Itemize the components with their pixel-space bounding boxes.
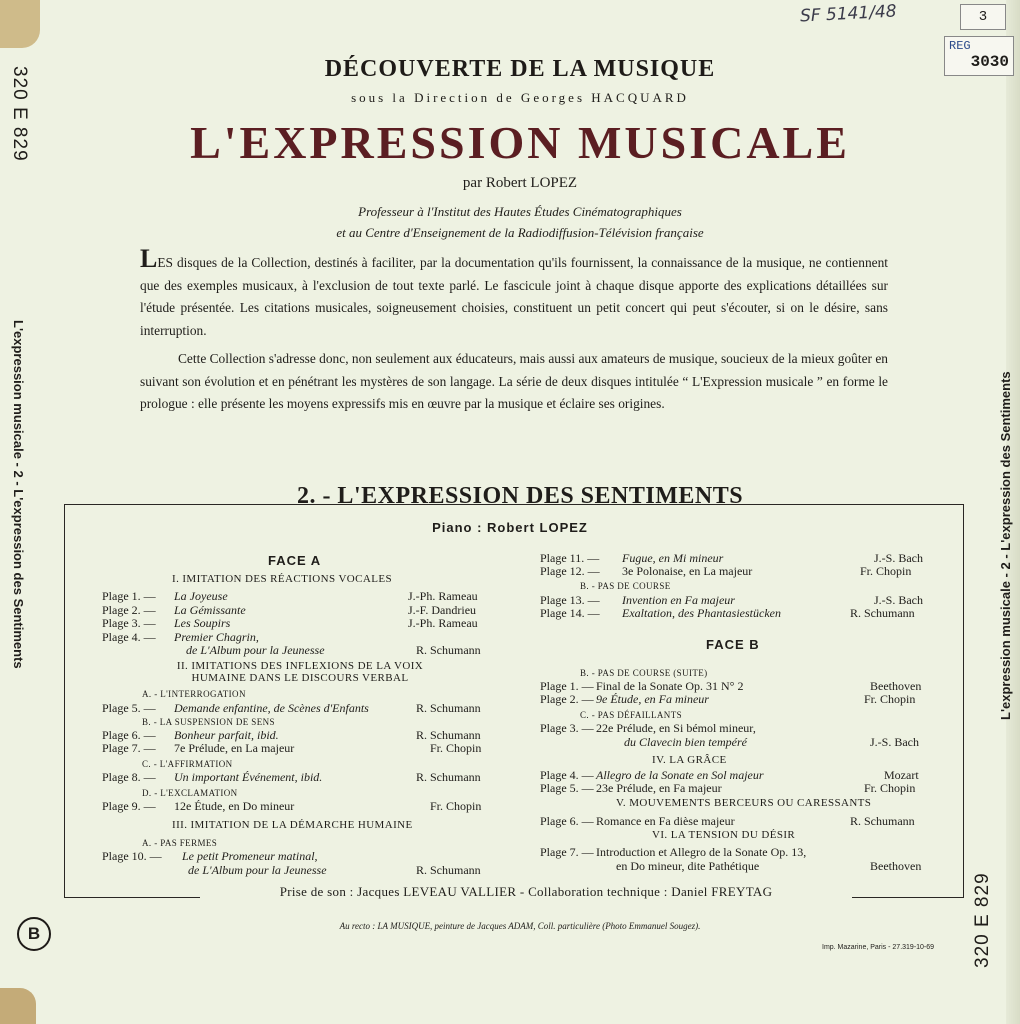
track-plage: Plage 2. —	[102, 602, 156, 617]
track-row	[102, 742, 494, 756]
sub-heading: C. - PAS DÉFAILLANTS	[580, 710, 683, 720]
track-title-cont: en Do mineur, dite Pathétique	[616, 858, 760, 873]
corner-stain	[0, 0, 40, 48]
track-row	[540, 693, 930, 707]
track-row	[102, 590, 494, 604]
track-composer: Beethoven	[870, 858, 922, 873]
track-row	[102, 604, 494, 618]
sub-heading: B. - PAS DE COURSE	[580, 581, 671, 591]
track-composer: R. Schumann	[416, 701, 481, 715]
author-credentials	[150, 201, 890, 243]
track-row	[102, 644, 494, 658]
series-title: DÉCOUVERTE DE LA MUSIQUE	[324, 56, 716, 82]
author-line: par Robert LOPEZ	[462, 175, 578, 191]
track-composer: J.-S. Bach	[870, 734, 919, 749]
sub-heading: C. - L'AFFIRMATION	[142, 759, 233, 769]
track-plage: Plage 3. —	[102, 616, 156, 630]
face-a-heading-1: I. IMITATION DES RÉACTIONS VOCALES	[172, 573, 392, 585]
track-plage: Plage 11. —	[540, 551, 600, 565]
track-row	[540, 722, 930, 750]
intro-paragraph	[140, 244, 888, 342]
track-title: Bonheur parfait, ibid.	[174, 728, 279, 742]
direction-line: sous la Direction de Georges HACQUARD	[351, 90, 689, 105]
track-row	[102, 800, 494, 814]
track-composer: R. Schumann	[416, 643, 481, 657]
reg-label: REG	[949, 39, 971, 53]
track-title: La Joyeuse	[174, 589, 228, 603]
track-composer: J.-Ph. Rameau	[408, 616, 478, 630]
section-title: 2. - L'EXPRESSION DES SENTIMENTS	[296, 483, 744, 509]
track-composer: Fr. Chopin	[864, 781, 916, 795]
pianist-line: Piano : Robert LOPEZ	[432, 520, 588, 535]
track-composer: J.-Ph. Rameau	[408, 589, 478, 603]
reg-number: 3030	[970, 53, 1009, 71]
track-title: Un important Événement, ibid.	[174, 770, 323, 784]
track-plage: Plage 5. —	[540, 781, 594, 795]
sub-heading: B. - PAS DE COURSE (SUITE)	[580, 668, 708, 678]
sub-heading: A. - PAS FERMES	[142, 838, 218, 848]
track-composer: R. Schumann	[416, 770, 481, 784]
main-title: L'EXPRESSION MUSICALE	[190, 117, 850, 168]
credential-line: et au Centre d'Enseignement de la Radiodiffusion-Télévision française	[336, 225, 704, 240]
track-title: Introduction et Allegro de la Sonate Op. 13,	[596, 845, 807, 859]
face-a-heading-3: III. IMITATION DE LA DÉMARCHE HUMAINE	[172, 819, 413, 831]
track-title: Invention en Fa majeur	[622, 593, 735, 607]
track-title: Les Soupirs	[174, 616, 231, 630]
track-row	[540, 607, 930, 621]
track-title: Le petit Promeneur matinal,	[182, 849, 318, 863]
face-a-heading-2	[150, 660, 450, 684]
credential-line: Professeur à l'Institut des Hautes Études Cinématographiques	[358, 204, 682, 219]
track-row	[102, 617, 494, 631]
b-badge	[17, 917, 51, 951]
intro-paragraph-2: Cette Collection s'adresse donc, non seulement aux éducateurs, mais aussi aux amateurs de musique, soucieux de la mieux goûter en suivant son évolution et en pénétrant les mystères de son langage. La série de deux disques intitulée “ L'Expression musicale ” en forme le prologue : elle présente les moyens expressifs mis en œuvre par la musique et éclaire ses origines.	[140, 351, 888, 411]
drop-cap: L	[140, 244, 158, 273]
track-title: 9e Étude, en Fa mineur	[596, 692, 709, 706]
face-a-label: FACE A	[268, 553, 322, 568]
track-row	[540, 846, 930, 874]
spine-text-left: L'expression musicale - 2 - L'expression des Sentiments	[11, 320, 26, 669]
intro-text	[140, 244, 888, 422]
track-plage: Plage 6. —	[102, 728, 156, 742]
track-line	[540, 722, 930, 736]
imprint-line: Imp. Mazarine, Paris - 27.319-10-69	[822, 944, 935, 951]
track-plage: Plage 13. —	[540, 593, 600, 607]
track-composer: R. Schumann	[850, 606, 915, 620]
verso-note: Au recto : LA MUSIQUE, peinture de Jacques ADAM, Coll. particulière (Photo Emmanuel Sougez).	[339, 921, 701, 931]
track-composer: Fr. Chopin	[430, 799, 482, 813]
track-plage: Plage 3. —	[540, 721, 594, 735]
recording-credits: Prise de son : Jacques LEVEAU VALLIER - Collaboration technique : Daniel FREYTAG	[200, 884, 852, 900]
number-sticker	[960, 4, 1006, 30]
track-plage: Plage 9. —	[102, 799, 156, 813]
track-composer: Beethoven	[870, 679, 922, 693]
track-title: 22e Prélude, en Si bémol mineur,	[596, 721, 756, 735]
track-line	[102, 864, 494, 878]
track-line	[540, 736, 930, 750]
track-plage: Plage 4. —	[102, 629, 156, 644]
sub-heading: A. - L'INTERROGATION	[142, 689, 246, 699]
face-b-heading-4: IV. LA GRÂCE	[652, 754, 727, 766]
track-plage: Plage 4. —	[540, 768, 594, 782]
heading-line: HUMAINE DANS LE DISCOURS VERBAL	[191, 672, 409, 684]
track-title-cont: de L'Album pour la Jeunesse	[186, 643, 325, 657]
handwritten-note: SF 5141/48	[799, 1, 898, 27]
reg-sticker	[944, 36, 1014, 76]
face-b-heading-5: V. MOUVEMENTS BERCEURS OU CARESSANTS	[616, 797, 872, 809]
track-row	[540, 815, 930, 829]
track-plage: Plage 1. —	[102, 589, 156, 603]
track-row	[102, 631, 494, 645]
catalog-number-right: 320 E 829	[972, 872, 993, 968]
track-title: Demande enfantine, de Scènes d'Enfants	[174, 701, 369, 715]
track-plage: Plage 10. —	[102, 849, 162, 863]
track-title: Allegro de la Sonate en Sol majeur	[596, 768, 764, 782]
sticker-number: 3	[978, 9, 988, 25]
sub-heading: B. - LA SUSPENSION DE SENS	[142, 717, 275, 727]
track-title: 12e Étude, en Do mineur	[174, 799, 295, 813]
face-b-heading-6: VI. LA TENSION DU DÉSIR	[652, 829, 796, 841]
intro-paragraph-1: ES disques de la Collection, destinés à faciliter, par la documentation qu'ils fournissent, la connaissance de la musique, ne contiennent que des exemples musicaux, à l'exclusion de tout texte parlé. Le fascicule joint à chaque disque apporte des explications détaillées sur l'étude présentée. Les citations musicales, soigneusement choisies, constituent un petit concert qui peut s'écouter, si on le désire, sans interruption.	[140, 255, 888, 338]
track-title: Fugue, en Mi mineur	[622, 551, 724, 565]
track-title: Final de la Sonate Op. 31 N° 2	[596, 679, 744, 693]
track-plage: Plage 14. —	[540, 606, 600, 620]
track-plage: Plage 5. —	[102, 701, 156, 715]
catalog-number-left: 320 E 829	[9, 66, 30, 162]
face-b-label: FACE B	[706, 637, 760, 652]
track-plage: Plage 7. —	[540, 845, 594, 859]
track-composer: Fr. Chopin	[864, 692, 916, 706]
track-row	[102, 702, 494, 716]
track-line	[102, 850, 494, 864]
track-title-cont: du Clavecin bien tempéré	[624, 734, 747, 749]
track-title-cont: de L'Album pour la Jeunesse	[188, 862, 327, 877]
track-composer: J.-S. Bach	[874, 551, 923, 565]
track-title: 3e Polonaise, en La majeur	[622, 564, 753, 578]
track-composer: Fr. Chopin	[430, 741, 482, 755]
sub-heading: D. - L'EXCLAMATION	[142, 788, 238, 798]
track-composer: Fr. Chopin	[860, 564, 912, 578]
track-line	[540, 846, 930, 860]
track-title: La Gémissante	[174, 602, 246, 617]
track-row	[540, 782, 930, 796]
track-title: 7e Prélude, en La majeur	[174, 741, 295, 755]
track-plage: Plage 12. —	[540, 564, 600, 578]
track-plage: Plage 7. —	[102, 741, 156, 755]
badge-letter: B	[27, 924, 41, 943]
track-composer: Mozart	[884, 768, 919, 782]
track-composer: J.-F. Dandrieu	[408, 602, 477, 617]
track-row	[540, 565, 930, 579]
face-a-tracks-1	[102, 590, 494, 658]
track-composer: J.-S. Bach	[874, 593, 923, 607]
track-plage: Plage 1. —	[540, 679, 594, 693]
track-composer: R. Schumann	[416, 728, 481, 742]
track-plage: Plage 8. —	[102, 770, 156, 784]
track-composer: R. Schumann	[416, 862, 481, 877]
track-title: Exaltation, des Phantasiestücken	[622, 606, 781, 620]
track-title: Premier Chagrin,	[174, 629, 259, 644]
track-line	[540, 860, 930, 874]
track-row	[102, 850, 494, 878]
track-composer: R. Schumann	[850, 814, 915, 828]
track-plage: Plage 2. —	[540, 692, 594, 706]
track-title: Romance en Fa dièse majeur	[596, 814, 735, 828]
heading-line: II. IMITATIONS DES INFLEXIONS DE LA VOIX	[176, 660, 424, 672]
track-title: 23e Prélude, en Fa majeur	[596, 781, 722, 795]
track-row	[102, 771, 494, 785]
corner-stain	[0, 988, 36, 1024]
track-plage: Plage 6. —	[540, 814, 594, 828]
spine-text-right: L'expression musicale - 2 - L'expression des Sentiments	[998, 371, 1013, 720]
